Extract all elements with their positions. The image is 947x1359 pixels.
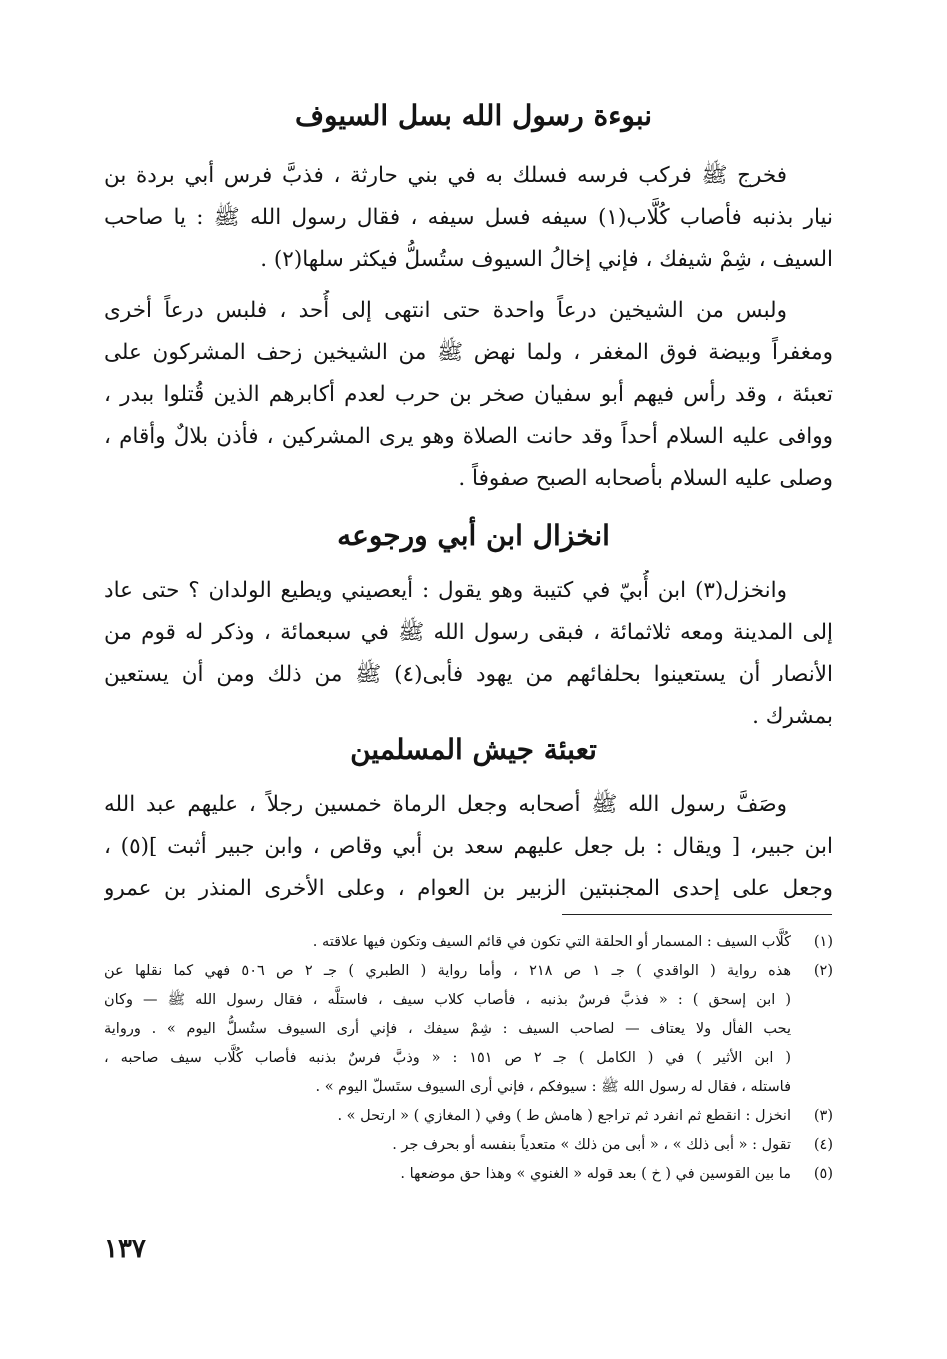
- paragraph-line: فخرج ﷺ فركب فرسه فسلك به في بني حارثة ، فذبَّ فرس أبي بردة بن: [104, 163, 787, 188]
- paragraph-line: السيف ، شِمْ شيفك ، فإني إخالُ السيوف ستُسلُّ فيكثر سلها(٢) .: [260, 247, 833, 272]
- footnote-line: ( ابن الأثير ) في ( الكامل ) جـ ٢ ص ١٥١ : « وذبَّ فرسٌ بذنبه فأصاب كُلَّاب سيف صاحبه ،: [104, 1050, 791, 1066]
- footnote-1: [104, 928, 833, 957]
- paragraph-4: [104, 784, 833, 910]
- paragraph-line: وجعل على إحدى المجنبتين الزبير بن العوام ، وعلى الأخرى المنذر بن عمرو: [104, 876, 833, 901]
- footnote-number: (٥): [813, 1166, 833, 1182]
- paragraph-line: تعبئة ، وقد رأس فيهم أبو سفيان صخر بن حرب لعدم أكابرهم الذين قُتلوا ببدر ،: [104, 382, 833, 407]
- footnote-line: يحب الفأل ولا يعتاف — لصاحب السيف : شِمْ سيفك ، فإني أرى السيوف ستُسلُّ اليوم » . ورواية: [104, 1021, 791, 1037]
- paragraph-line: وانخزل(٣) ابن أُبيّ في كتيبة وهو يقول : أيعصيني ويطيع الولدان ؟ حتى عاد: [104, 578, 787, 603]
- footnote-separator: [562, 914, 832, 915]
- footnote-number: (٣): [813, 1108, 833, 1124]
- paragraph-line: ومغفراً وبيضة فوق المغفر ، ولما نهض ﷺ من الشيخين زحف المشركون على: [104, 340, 833, 365]
- section-heading-army: تعبئة جيش المسلمين: [350, 733, 597, 766]
- footnote-3: [104, 1102, 833, 1131]
- paragraph-line: وصلى عليه السلام بأصحابه الصبح صفوفاً .: [458, 466, 833, 491]
- footnote-4: [104, 1131, 833, 1160]
- paragraph-line: نيار بذنبه فأصاب كُلَّاب(١) سيفه فسل سيفه ، فقال رسول الله ﷺ : يا صاحب: [104, 205, 833, 230]
- section-heading-withdrawal: انخزال ابن أبي ورجوعه: [337, 519, 610, 552]
- footnote-line: ما بين القوسين في ( خ ) بعد قوله « الغنوي » وهذا حق موضعها .: [400, 1166, 791, 1182]
- footnotes: [104, 928, 833, 1189]
- paragraph-line: الأنصار أن يستعينوا بحلفائهم من يهود فأبى(٤) ﷺ من ذلك ومن أن يستعين: [104, 662, 833, 687]
- page-number: ١٣٧: [104, 1234, 146, 1264]
- footnote-number: (٤): [813, 1137, 833, 1153]
- paragraph-line: ووافى عليه السلام أحداً وقد حانت الصلاة وهو يرى المشركين ، فأذن بلالٌ وأقام ،: [104, 424, 833, 449]
- footnote-line: هذه رواية ( الواقدي ) جـ ١ ص ٢١٨ ، وأما رواية ( الطبري ) جـ ٢ ص ٥٠٦ فهي كما نقلها عن: [104, 963, 791, 979]
- paragraph-line: إلى المدينة ومعه ثلاثمائة ، فبقى رسول الله ﷺ في سبعمائة ، وذكر له قوم من: [104, 620, 833, 645]
- footnote-line: ( ابن إسحق ) : « فذبَّ فرسٌ بذنبه ، فأصاب كلاب سيف ، فاستلَّه ، فقال رسول الله ﷺ — وكان: [104, 992, 791, 1008]
- paragraph-line: ابن جبير، [ ويقال : بل جعل عليهم سعد بن أبي وقاص ، وابن جبير أثبت ](٥) ،: [104, 834, 833, 859]
- footnote-5: [104, 1160, 833, 1189]
- paragraph-line: ولبس من الشيخين درعاً واحدة حتى انتهى إلى أُحد ، فلبس درعاً أخرى: [104, 298, 787, 323]
- chapter-heading: نبوءة رسول الله بسل السيوف: [294, 99, 653, 132]
- footnote-line: فاستله ، فقال له رسول الله ﷺ : سيوفكم ، فإني أرى السيوف ستَسلّ اليوم » .: [315, 1079, 791, 1095]
- paragraph-2: [104, 290, 833, 500]
- footnote-line: تقول : « أبى ذلك » ، « أبى من ذلك » متعدياً بنفسه أو بحرف جر .: [392, 1137, 791, 1153]
- footnote-2: [104, 957, 833, 1102]
- footnote-line: كُلَّاب السيف : المسمار أو الحلقة التي تكون في قائم السيف وتكون فيها علاقته .: [312, 934, 791, 950]
- paragraph-line: بمشرك .: [752, 704, 833, 729]
- footnote-number: (٢): [813, 963, 833, 979]
- footnote-number: (١): [813, 934, 833, 950]
- footnote-line: انخزل : انقطع ثم انفرد ثم تراجع ( هامش ط ) وفي ( المغازي ) « ارتحل » .: [337, 1108, 791, 1124]
- paragraph-3: [104, 570, 833, 738]
- paragraph-1: [104, 155, 833, 281]
- paragraph-line: وصَفَّ رسول الله ﷺ أصحابه وجعل الرماة خمسين رجلاً ، عليهم عبد الله: [104, 792, 787, 817]
